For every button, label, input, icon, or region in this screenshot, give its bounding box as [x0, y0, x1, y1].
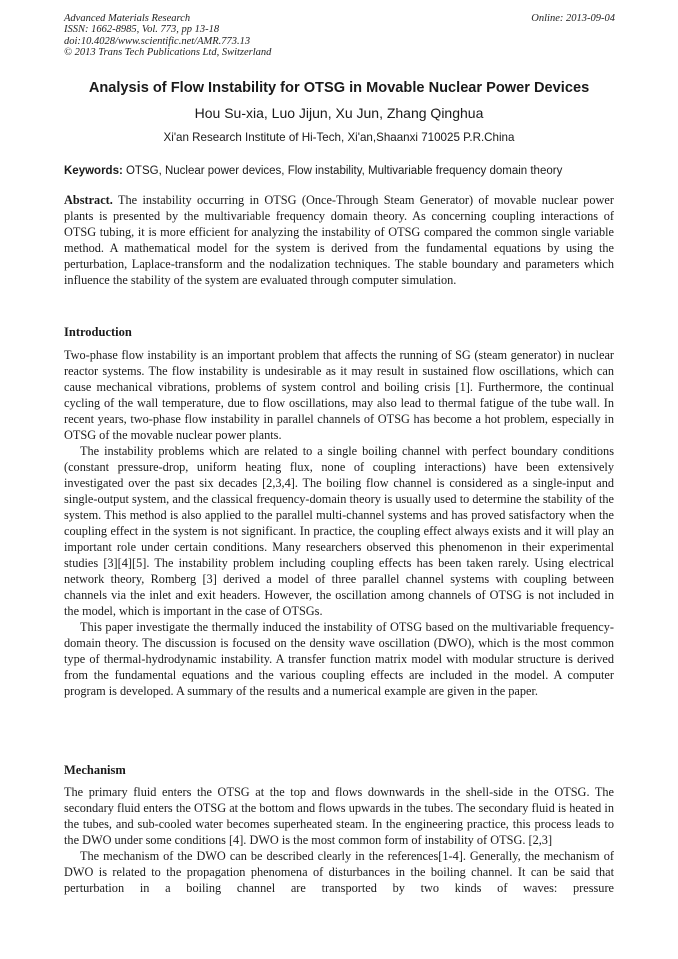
abstract-text: The instability occurring in OTSG (Once-Through Steam Generator) of movable nuclear power plants is presented by the multivariable frequency domain theory. As concerning coupling interactions of OTSG tubing, it is more efficient for analyzing the instability of OTSG compared the common single variable method. A mathematical model for the system is derived from the fundamental equations by using the perturbation, Laplace-transform and the nodalization techniques. The stable boundary and parameters which influence the stability of the system are evaluated through computer simulation. — [64, 193, 614, 287]
issn-line: ISSN: 1662-8985, Vol. 773, pp 13-18 — [64, 24, 220, 36]
keywords-text: OTSG, Nuclear power devices, Flow instability, Multivariable frequency domain theory — [122, 165, 563, 177]
author-list: Hou Su-xia, Luo Jijun, Xu Jun, Zhang Qinghua — [194, 105, 484, 121]
doi-line[interactable]: doi:10.4028/www.scientific.net/AMR.773.13 — [64, 35, 251, 47]
intro-paragraph: This paper investigate the thermally induced the instability of OTSG based on the multivariable frequency-domain theory. The discussion is focused on the density wave oscillation (DWO), which is the most common type of thermal-hydrodynamic instability. A transfer function matrix model with modular structure is derived from the fundamental equations and the various coupling effects are included in the model. A computer program is developed. A summary of the results and a numerical example are given in the paper. — [64, 620, 614, 698]
affiliation: Xi'an Research Institute of Hi-Tech, Xi'an,Shaanxi 710025 P.R.China — [163, 131, 515, 144]
mechanism-paragraph: The primary fluid enters the OTSG at the top and flows downwards in the shell-side in the OTSG. The secondary fluid enters the OTSG at the bottom and flows upwards in the tubes. The secondary fluid is heated in the tubes, and sub-cooled water becomes superheated steam. In the engineering practice, this process leads to the DWO under some conditions [4]. DWO is the most common form of instability of OTSG. [2,3] — [64, 785, 614, 847]
mechanism-heading: Mechanism — [64, 763, 126, 777]
paper-title: Analysis of Flow Instability for OTSG in Movable Nuclear Power Devices — [88, 80, 590, 96]
keywords-line — [64, 164, 624, 179]
introduction-section — [64, 347, 614, 699]
intro-paragraph: The instability problems which are related to a single boiling channel with perfect boundary conditions (constant pressure-drop, uniform heating flux, none of coupling interactions) have been extensively investigated over the past six decades [2,3,4]. The boiling flow channel is considered as a single-input and single-output system, and the classical frequency-domain theory is usually used to determine the stability of the system. This method is also applied to the parallel multi-channel systems and has proved satisfactory when the coupling effect in the system is not significant. In practice, the coupling effect always exists and it will play an important role under certain conditions. Many researchers observed this phenomenon in their experimental studies [3][4][5]. The instability problem including coupling effects has been taken rarely. Using electrical network theory, Romberg [3] derived a model of three parallel channel systems with coupling between channels via the inlet and exit headers. However, the oscillation among channels of OTSG is not included in the model, which is important in the case of OTSGs. — [64, 444, 614, 618]
intro-paragraph: Two-phase flow instability is an important problem that affects the running of SG (steam generator) in nuclear reactor systems. The flow instability is undesirable as it may result in sustained flow oscillations, which can cause mechanical vibrations, problems of system control and boiling crisis [1]. Furthermore, the continual cycling of the wall temperature, due to flow oscillations, may also lead to thermal fatigue of the tube wall. In recent years, two-phase flow instability in parallel channels of OTSG has become a hot problem, especially in OTSG of the movable nuclear power plants. — [64, 348, 614, 442]
keywords-label: Keywords: — [64, 165, 123, 177]
online-date: Online: 2013-09-04 — [531, 13, 615, 24]
introduction-heading: Introduction — [64, 325, 132, 339]
copyright-line: © 2013 Trans Tech Publications Ltd, Switzerland — [64, 46, 272, 58]
journal-name: Advanced Materials Research — [64, 13, 191, 24]
journal-header — [64, 13, 271, 58]
mechanism-section — [64, 784, 614, 896]
mechanism-paragraph: The mechanism of the DWO can be described clearly in the references[1-4]. Generally, the mechanism of DWO is related to the propagation phenomena of disturbances in the boiling channel. It can be said that perturbation in a boiling channel are transported by two kinds of waves: pressure — [64, 849, 614, 895]
abstract-label: Abstract. — [64, 193, 113, 207]
abstract-section — [64, 192, 614, 288]
